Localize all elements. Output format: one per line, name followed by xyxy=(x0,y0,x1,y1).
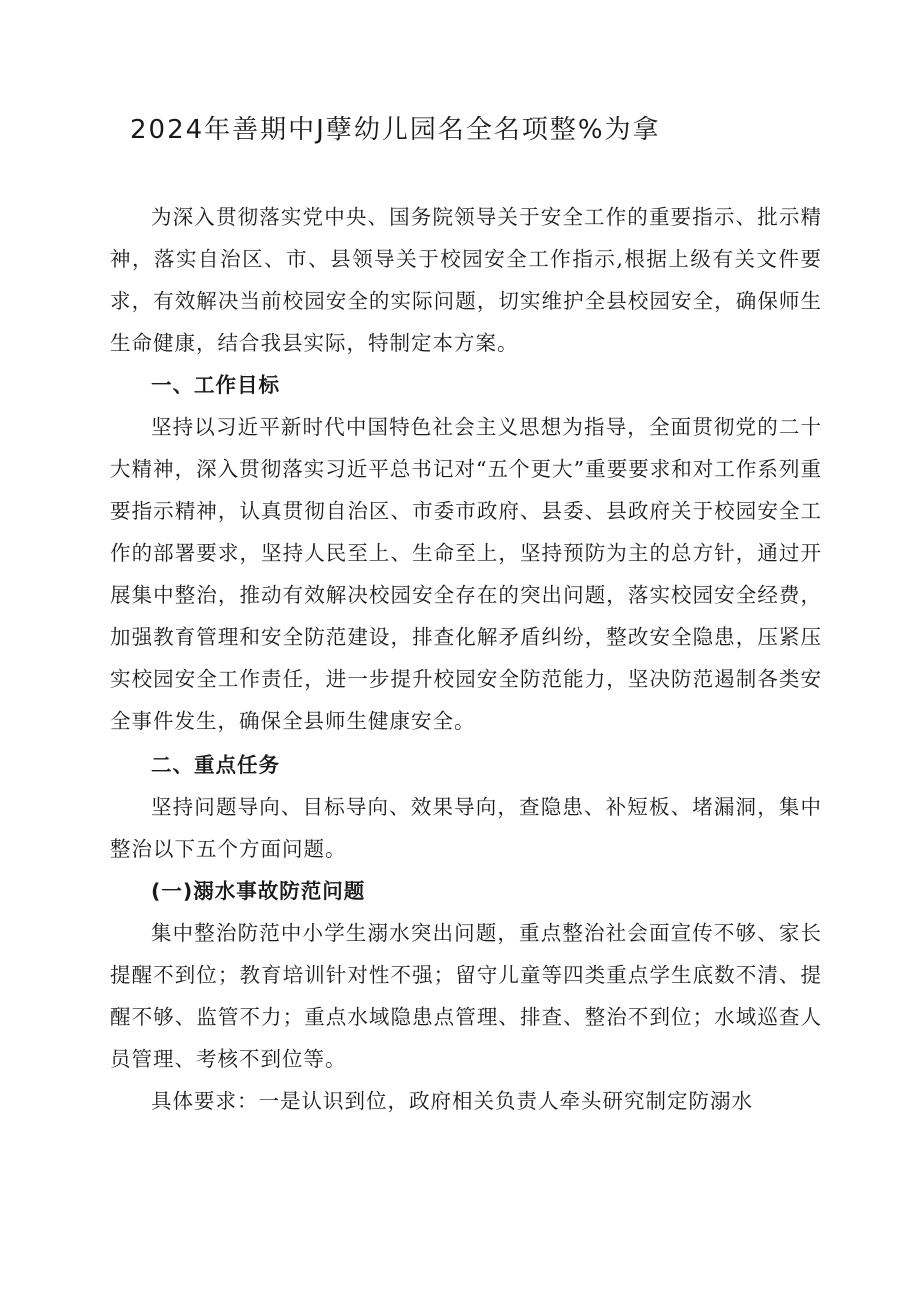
document-title: 2024年善期中J孽幼儿园名全名项整%为拿 xyxy=(130,115,661,145)
section-heading-goals: 一、工作目标 xyxy=(151,373,280,397)
intro-paragraph: 为深入贯彻落实党中央、国务院领导关于安全工作的重要指示、批示精神，落实自治区、市、县领导关于校园安全工作指示,根据上级有关文件要求，有效解决当前校园安全的实际问题，切实维护全县校园安全，确保师生生命健康，结合我县实际，特制定本方案。 xyxy=(110,205,822,355)
drowning-paragraph: 集中整治防范中小学生溺水突出问题，重点整治社会面宣传不够、家长提醒不到位；教育培训针对性不强；留守儿童等四类重点学生底数不清、提醒不够、监管不力；重点水域隐患点管理、排查、整治不到位；水域巡查人员管理、考核不到位等。 xyxy=(110,921,822,1071)
section-heading-tasks: 二、重点任务 xyxy=(151,753,280,777)
subsection-heading-drowning: (一)溺水事故防范问题 xyxy=(151,879,366,903)
requirements-paragraph: 具体要求：一是认识到位，政府相关负责人牵头研究制定防溺水 xyxy=(151,1089,753,1113)
tasks-paragraph: 坚持问题导向、目标导向、效果导向，查隐患、补短板、堵漏洞，集中整治以下五个方面问题。 xyxy=(110,795,822,861)
goals-paragraph: 坚持以习近平新时代中国特色社会主义思想为指导，全面贯彻党的二十大精神，深入贯彻落实习近平总书记对“五个更大”重要要求和对工作系列重要指示精神，认真贯彻自治区、市委市政府、县委、县政府关于校园安全工作的部署要求，坚持人民至上、生命至上，坚持预防为主的总方针，通过开展集中整治，推动有效解决校园安全存在的突出问题，落实校园安全经费，加强教育管理和安全防范建设，排查化解矛盾纠纷，整改安全隐患，压紧压实校园安全工作责任，进一步提升校园安全防范能力，坚决防范遏制各类安全事件发生，确保全县师生健康安全。 xyxy=(110,415,822,733)
document-body xyxy=(110,196,822,1122)
